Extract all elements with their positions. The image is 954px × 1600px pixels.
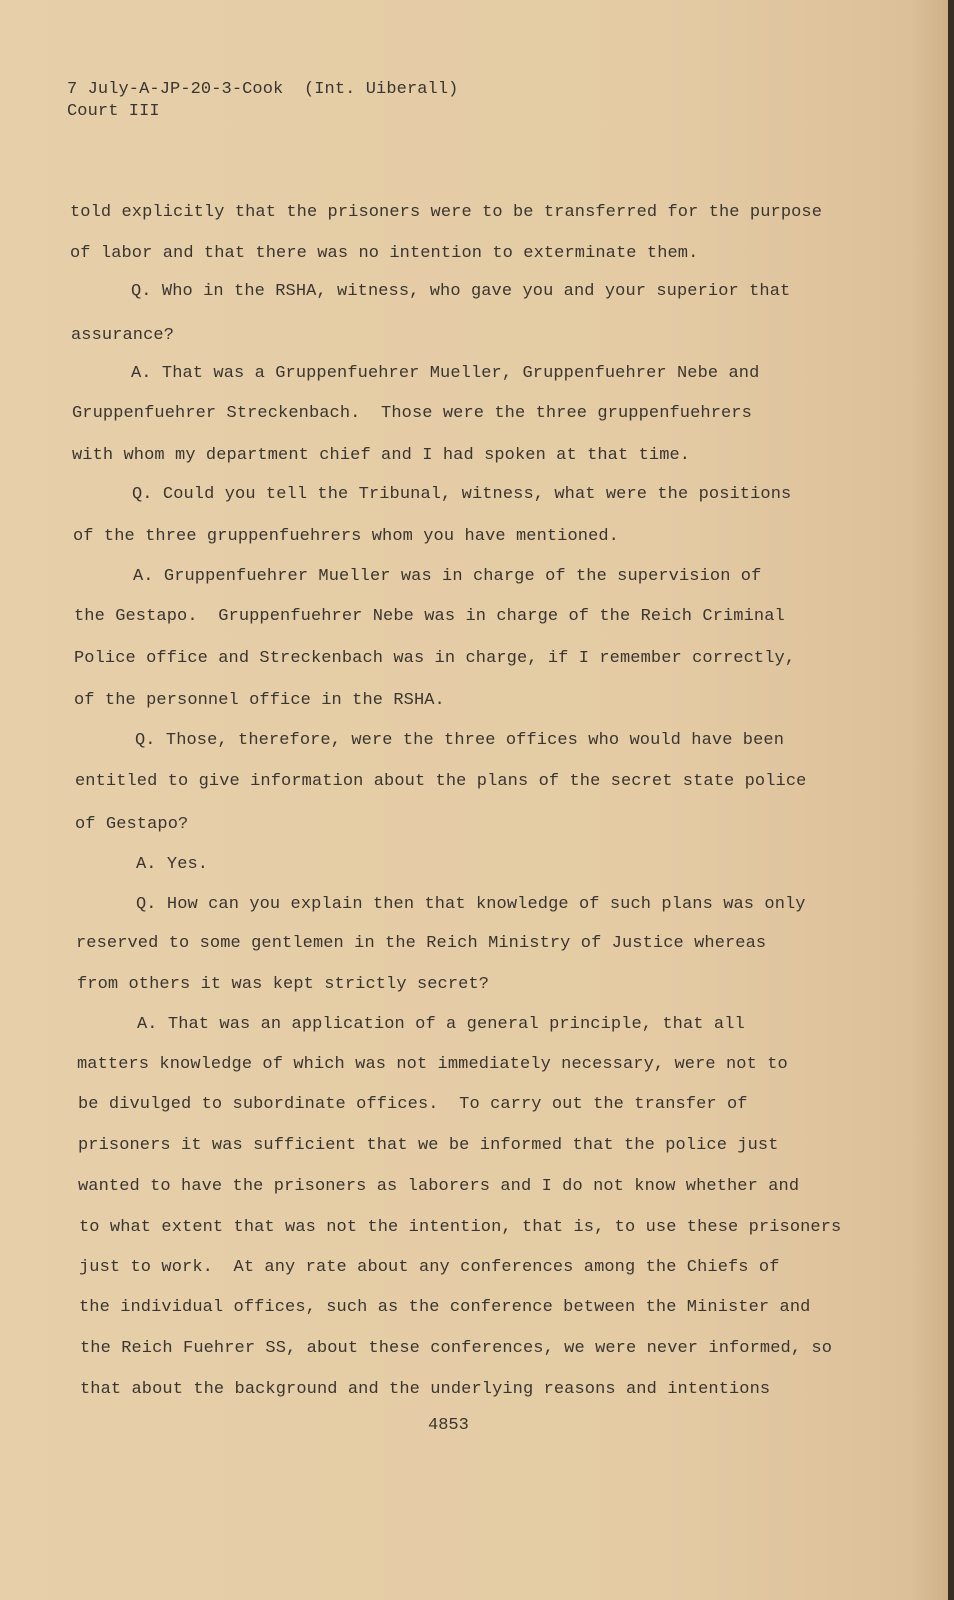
transcript-line: of the three gruppenfuehrers whom you have mentioned. xyxy=(73,527,619,546)
header-line-2: Court III xyxy=(67,102,160,121)
transcript-line: A. That was a Gruppenfuehrer Mueller, Gruppenfuehrer Nebe and xyxy=(131,364,760,383)
transcript-line: assurance? xyxy=(71,326,175,345)
transcript-line: of labor and that there was no intention to exterminate them. xyxy=(70,244,699,263)
transcript-line: with whom my department chief and I had spoken at that time. xyxy=(72,446,691,465)
transcript-line: from others it was kept strictly secret? xyxy=(77,975,490,994)
transcript-line: the individual offices, such as the conference between the Minister and xyxy=(79,1298,811,1317)
transcript-line: told explicitly that the prisoners were to be transferred for the purpose xyxy=(70,203,823,222)
transcript-line: to what extent that was not the intention, that is, to use these prisoners xyxy=(79,1218,842,1237)
transcript-line: Q. How can you explain then that knowledge of such plans was only xyxy=(136,895,806,914)
transcript-line: prisoners it was sufficient that we be informed that the police just xyxy=(78,1136,779,1155)
transcript-line: reserved to some gentlemen in the Reich Ministry of Justice whereas xyxy=(76,934,767,953)
transcript-line: of the personnel office in the RSHA. xyxy=(74,691,445,710)
transcript-line: Q. Those, therefore, were the three offices who would have been xyxy=(135,731,785,750)
transcript-line: the Reich Fuehrer SS, about these conferences, we were never informed, so xyxy=(80,1339,833,1358)
transcript-line: Police office and Streckenbach was in charge, if I remember correctly, xyxy=(74,649,796,668)
transcript-line: of Gestapo? xyxy=(75,815,189,834)
transcript-line: A. Gruppenfuehrer Mueller was in charge of the supervision of xyxy=(133,567,762,586)
header-line-1: 7 July-A-JP-20-3-Cook (Int. Uiberall) xyxy=(67,80,459,99)
transcript-line: Q. Who in the RSHA, witness, who gave you and your superior that xyxy=(131,282,791,301)
transcript-line: entitled to give information about the plans of the secret state police xyxy=(75,772,807,791)
transcript-line: the Gestapo. Gruppenfuehrer Nebe was in charge of the Reich Criminal xyxy=(74,607,785,626)
transcript-line: matters knowledge of which was not immediately necessary, were not to xyxy=(77,1055,788,1074)
transcript-line: Gruppenfuehrer Streckenbach. Those were the three gruppenfuehrers xyxy=(72,404,752,423)
page-number: 4853 xyxy=(428,1416,469,1435)
transcript-line: that about the background and the underlying reasons and intentions xyxy=(80,1380,771,1399)
transcript-line: Q. Could you tell the Tribunal, witness, what were the positions xyxy=(132,485,792,504)
page-edge xyxy=(948,0,954,1600)
transcript-line: be divulged to subordinate offices. To carry out the transfer of xyxy=(78,1095,748,1114)
transcript-line: A. Yes. xyxy=(136,855,209,874)
transcript-line: just to work. At any rate about any conferences among the Chiefs of xyxy=(79,1258,780,1277)
transcript-line: wanted to have the prisoners as laborers and I do not know whether and xyxy=(78,1177,800,1196)
transcript-line: A. That was an application of a general principle, that all xyxy=(137,1015,745,1034)
